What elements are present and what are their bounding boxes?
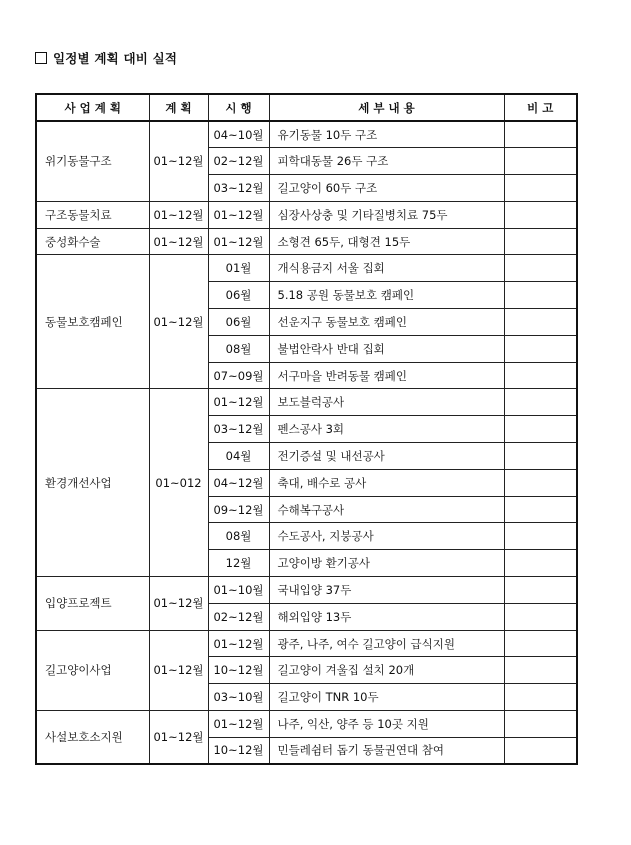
plan-cell: 01~12월 <box>149 201 208 228</box>
note-cell <box>504 362 577 389</box>
project-cell: 중성화수술 <box>36 228 149 255</box>
detail-cell: 고양이방 환기공사 <box>269 550 504 577</box>
detail-cell: 선운지구 동물보호 캠페인 <box>269 309 504 336</box>
schedule-cell: 06월 <box>208 309 269 336</box>
note-cell <box>504 335 577 362</box>
plan-cell: 01~12월 <box>149 711 208 765</box>
schedule-cell: 04~12월 <box>208 469 269 496</box>
schedule-cell: 08월 <box>208 335 269 362</box>
note-cell <box>504 389 577 416</box>
table-row <box>36 711 577 738</box>
table-header-row <box>36 94 577 121</box>
detail-cell: 펜스공사 3회 <box>269 416 504 443</box>
detail-cell: 불법안락사 반대 집회 <box>269 335 504 362</box>
plan-cell: 01~12월 <box>149 255 208 389</box>
header-project: 사 업 계 획 <box>36 94 149 121</box>
project-cell: 구조동물치료 <box>36 201 149 228</box>
header-schedule: 시 행 <box>208 94 269 121</box>
note-cell <box>504 657 577 684</box>
note-cell <box>504 175 577 202</box>
project-cell: 사설보호소지원 <box>36 711 149 765</box>
schedule-cell: 04월 <box>208 443 269 470</box>
schedule-cell: 01~12월 <box>208 711 269 738</box>
header-note: 비 고 <box>504 94 577 121</box>
detail-cell: 전기증설 및 내선공사 <box>269 443 504 470</box>
schedule-cell: 03~12월 <box>208 175 269 202</box>
plan-cell: 01~12월 <box>149 228 208 255</box>
schedule-cell: 12월 <box>208 550 269 577</box>
note-cell <box>504 416 577 443</box>
schedule-cell: 03~10월 <box>208 684 269 711</box>
schedule-cell: 01월 <box>208 255 269 282</box>
detail-cell: 길고양이 겨울집 설치 20개 <box>269 657 504 684</box>
note-cell <box>504 523 577 550</box>
schedule-cell: 06월 <box>208 282 269 309</box>
note-cell <box>504 603 577 630</box>
page-title <box>35 49 177 67</box>
note-cell <box>504 228 577 255</box>
note-cell <box>504 577 577 604</box>
schedule-cell: 10~12월 <box>208 657 269 684</box>
detail-cell: 소형견 65두, 대형견 15두 <box>269 228 504 255</box>
plan-cell: 01~12월 <box>149 630 208 710</box>
plan-cell: 01~12월 <box>149 577 208 631</box>
note-cell <box>504 550 577 577</box>
table-row <box>36 389 577 416</box>
table-row <box>36 630 577 657</box>
note-cell <box>504 255 577 282</box>
schedule-cell: 10~12월 <box>208 737 269 764</box>
schedule-cell: 01~10월 <box>208 577 269 604</box>
schedule-cell: 07~09월 <box>208 362 269 389</box>
note-cell <box>504 121 577 148</box>
header-detail: 세 부 내 용 <box>269 94 504 121</box>
schedule-cell: 08월 <box>208 523 269 550</box>
schedule-cell: 01~12월 <box>208 228 269 255</box>
page-title-text: 일정별 계획 대비 실적 <box>53 51 178 66</box>
detail-cell: 수해복구공사 <box>269 496 504 523</box>
schedule-cell: 01~12월 <box>208 201 269 228</box>
schedule-table <box>35 93 578 765</box>
schedule-cell: 04~10월 <box>208 121 269 148</box>
note-cell <box>504 737 577 764</box>
plan-cell: 01~12월 <box>149 121 208 201</box>
note-cell <box>504 684 577 711</box>
schedule-cell: 02~12월 <box>208 148 269 175</box>
detail-cell: 심장사상충 및 기타질병치료 75두 <box>269 201 504 228</box>
schedule-cell: 09~12월 <box>208 496 269 523</box>
table-row <box>36 228 577 255</box>
detail-cell: 보도블럭공사 <box>269 389 504 416</box>
note-cell <box>504 201 577 228</box>
project-cell: 동물보호캠페인 <box>36 255 149 389</box>
schedule-cell: 02~12월 <box>208 603 269 630</box>
note-cell <box>504 496 577 523</box>
detail-cell: 축대, 배수로 공사 <box>269 469 504 496</box>
detail-cell: 수도공사, 지붕공사 <box>269 523 504 550</box>
detail-cell: 길고양이 60두 구조 <box>269 175 504 202</box>
project-cell: 입양프로젝트 <box>36 577 149 631</box>
plan-cell: 01~012 <box>149 389 208 577</box>
project-cell: 길고양이사업 <box>36 630 149 710</box>
checkbox-square-icon <box>35 52 47 64</box>
table-row <box>36 577 577 604</box>
detail-cell: 해외입양 13두 <box>269 603 504 630</box>
detail-cell: 개식용금지 서울 집회 <box>269 255 504 282</box>
detail-cell: 피학대동물 26두 구조 <box>269 148 504 175</box>
detail-cell: 민들레쉼터 돕기 동물권연대 참여 <box>269 737 504 764</box>
detail-cell: 국내입양 37두 <box>269 577 504 604</box>
detail-cell: 5.18 공원 동물보호 캠페인 <box>269 282 504 309</box>
detail-cell: 길고양이 TNR 10두 <box>269 684 504 711</box>
project-cell: 환경개선사업 <box>36 389 149 577</box>
table-row <box>36 121 577 148</box>
schedule-cell: 01~12월 <box>208 630 269 657</box>
note-cell <box>504 282 577 309</box>
table-body <box>36 121 577 764</box>
note-cell <box>504 630 577 657</box>
note-cell <box>504 711 577 738</box>
note-cell <box>504 148 577 175</box>
project-cell: 위기동물구조 <box>36 121 149 201</box>
table-row <box>36 201 577 228</box>
note-cell <box>504 469 577 496</box>
detail-cell: 나주, 익산, 양주 등 10곳 지원 <box>269 711 504 738</box>
detail-cell: 유기동물 10두 구조 <box>269 121 504 148</box>
detail-cell: 서구마을 반려동물 캠페인 <box>269 362 504 389</box>
note-cell <box>504 443 577 470</box>
schedule-cell: 03~12월 <box>208 416 269 443</box>
detail-cell: 광주, 나주, 여수 길고양이 급식지원 <box>269 630 504 657</box>
note-cell <box>504 309 577 336</box>
header-plan: 계 획 <box>149 94 208 121</box>
table-row <box>36 255 577 282</box>
schedule-cell: 01~12월 <box>208 389 269 416</box>
